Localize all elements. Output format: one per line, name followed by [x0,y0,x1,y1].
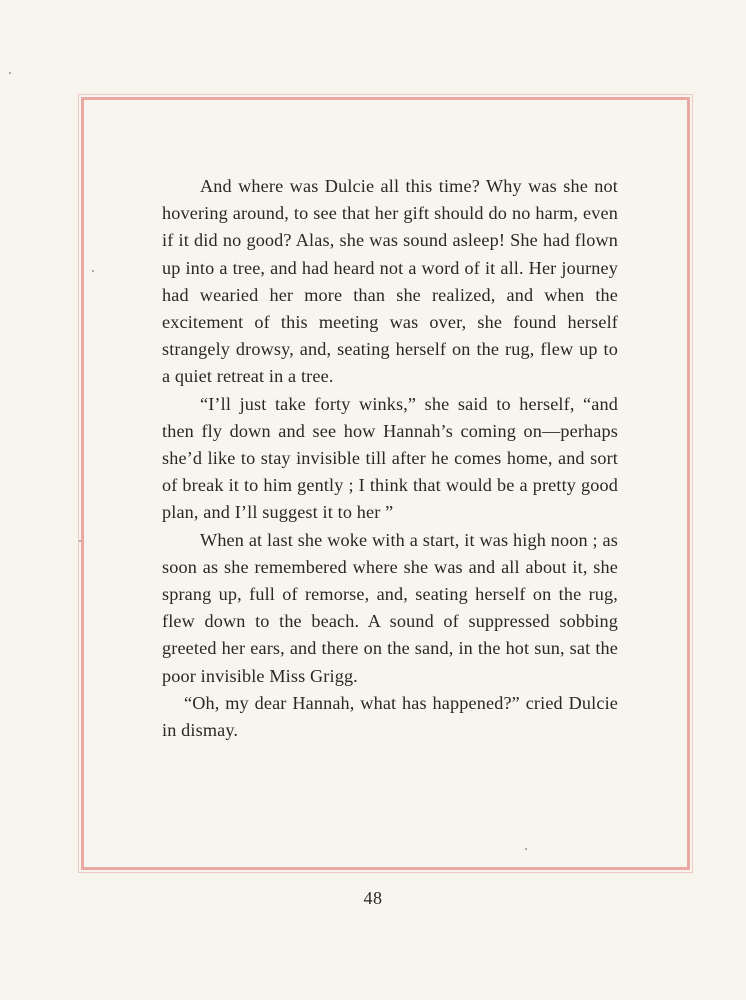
paragraph-1: And where was Dulcie all this time? Why was she not hovering around, to see that her gift should do no harm, even if it did no good? Alas, she was sound asleep! She had flown up into a tree, and had heard not a word of it all. Her journey had wearied her more than she realized, and when the excitement of this meeting was over, she found herself strangely drowsy, and, seating herself on the rug, flew up to a quiet retreat in a tree. [162,176,618,387]
body-text [162,173,618,744]
paragraph-3: When at last she woke with a start, it was high noon ; as soon as she remembered where she was and all about it, she sprang up, full of remorse, and, seating herself on the rug, flew down to the beach. A sound of suppressed sobbing greeted her ears, and there on the sand, in the hot sun, sat the poor invisible Miss Grigg. [162,529,618,686]
paper-speck [92,270,94,272]
paragraph-2: “I’ll just take forty winks,” she said to herself, “and then fly down and see how Hannah’s coming on—perhaps she’d like to stay invisible till after he comes home, and sort of break it to him gently ; I think that would be a pretty good plan, and I’ll suggest it to her ” [162,393,618,523]
paper-speck [9,72,11,74]
paragraph-4: “Oh, my dear Hannah, what has happened?” cried Dulcie in dismay. [162,692,618,741]
paper-speck [79,540,81,542]
paper-speck [525,848,527,850]
page-number: 48 [363,888,383,908]
